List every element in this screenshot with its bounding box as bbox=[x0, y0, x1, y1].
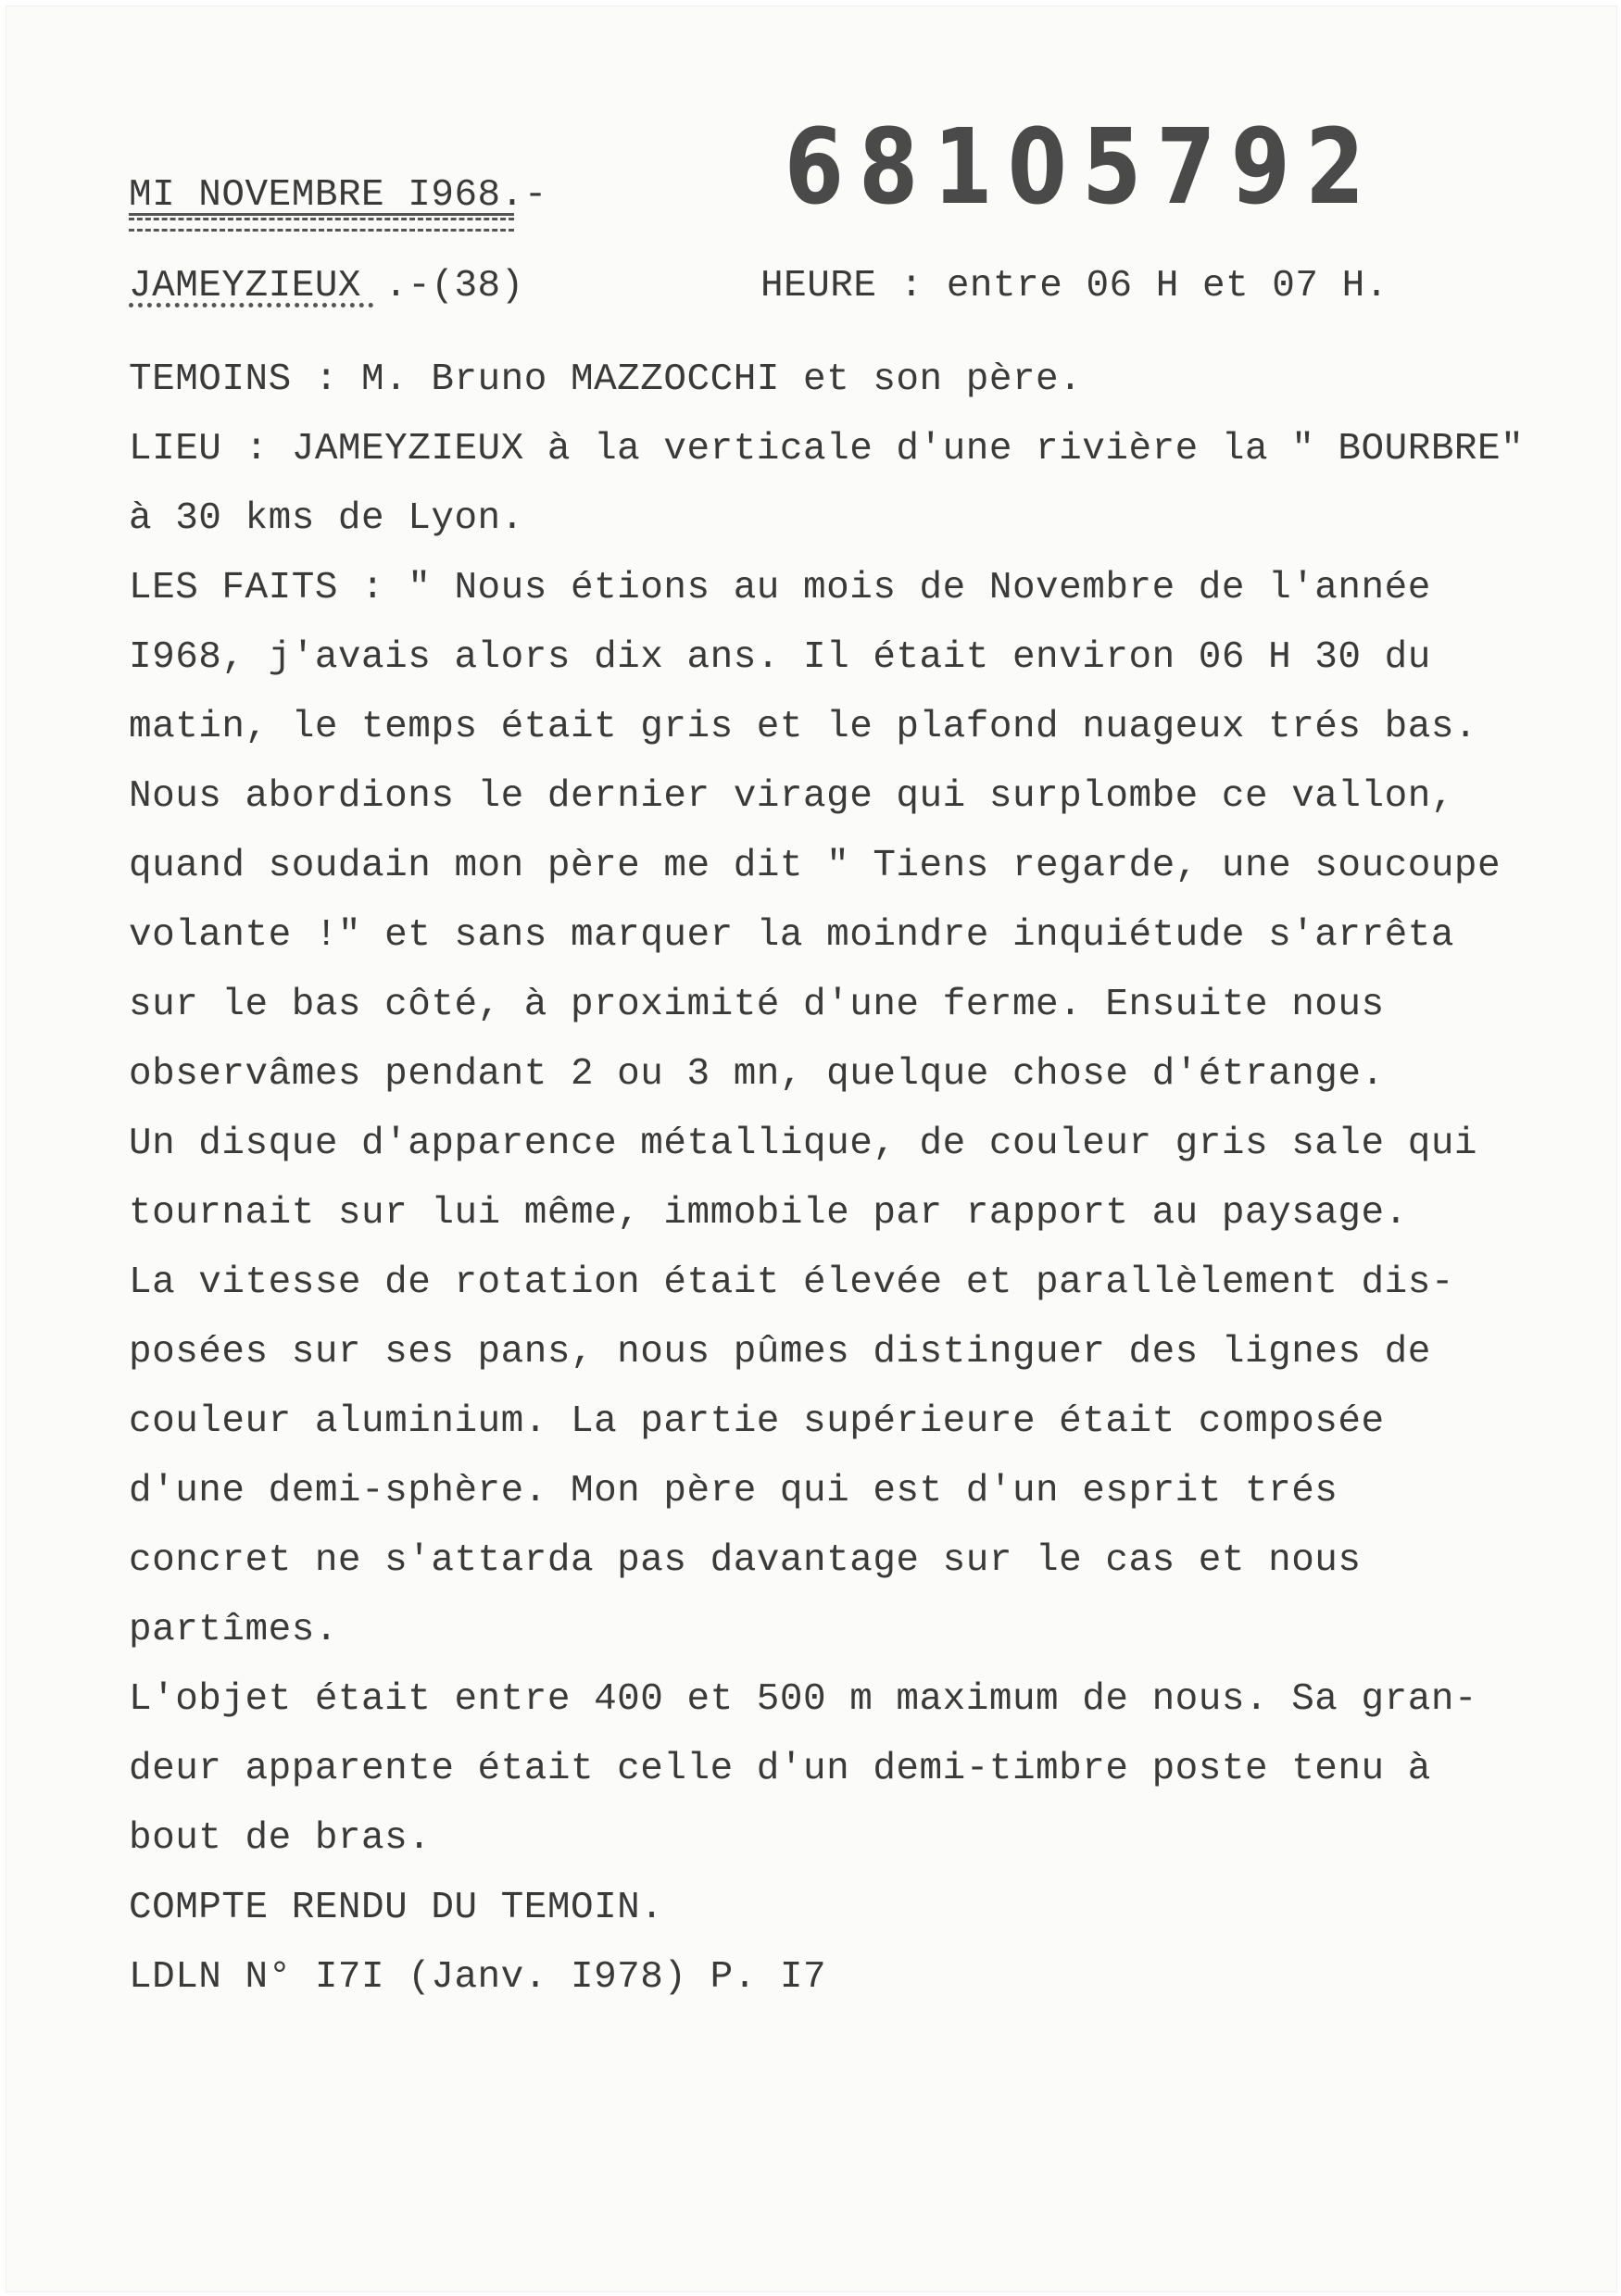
text-line: Nous abordions le dernier virage qui surplombe ce vallon, bbox=[129, 775, 1454, 818]
text-line: deur apparente était celle d'un demi-timbre poste tenu à bbox=[129, 1748, 1431, 1790]
text-line: quand soudain mon père me dit " Tiens regarde, une soucoupe bbox=[129, 845, 1502, 887]
witnesses-line: TEMOINS : M. Bruno MAZZOCCHI et son père. bbox=[129, 358, 1083, 401]
text-line: observâmes pendant 2 ou 3 mn, quelque chose d'étrange. bbox=[129, 1053, 1385, 1096]
facts-line: LES FAITS : " Nous étions au mois de Novembre de l'année bbox=[129, 567, 1431, 609]
typewritten-page bbox=[6, 6, 1617, 2292]
report-place: JAMEYZIEUX .-(38) bbox=[129, 265, 524, 307]
place-dotted-underline bbox=[129, 303, 373, 307]
date-double-underline bbox=[129, 218, 514, 232]
text-line: matin, le temps était gris et le plafond nuageux trés bas. bbox=[129, 706, 1478, 748]
text-line: concret ne s'attarda pas davantage sur le cas et nous bbox=[129, 1539, 1362, 1582]
text-line: La vitesse de rotation était élevée et parallèlement dis- bbox=[129, 1261, 1454, 1304]
witness-report-line: COMPTE RENDU DU TEMOIN. bbox=[129, 1887, 664, 1929]
text-line: couleur aluminium. La partie supérieure était composée bbox=[129, 1400, 1385, 1443]
text-line: bout de bras. bbox=[129, 1817, 432, 1860]
text-line: Un disque d'apparence métallique, de couleur gris sale qui bbox=[129, 1123, 1478, 1165]
report-date: MI NOVEMBRE I968.- bbox=[129, 174, 547, 217]
source-reference-line: LDLN N° I7I (Janv. I978) P. I7 bbox=[129, 1956, 827, 1999]
text-line: sur le bas côté, à proximité d'une ferme. Ensuite nous bbox=[129, 984, 1385, 1026]
text-line: posées sur ses pans, nous pûmes distinguer des lignes de bbox=[129, 1331, 1431, 1374]
text-line: tournait sur lui même, immobile par rapport au paysage. bbox=[129, 1192, 1408, 1235]
date-underline bbox=[129, 213, 514, 216]
text-line: volante !" et sans marquer la moindre inquiétude s'arrêta bbox=[129, 914, 1454, 957]
archive-stamp-number: 68105792 bbox=[785, 107, 1380, 228]
text-line: L'objet était entre 400 et 500 m maximum de nous. Sa gran- bbox=[129, 1678, 1478, 1721]
text-line: d'une demi-sphère. Mon père qui est d'un esprit trés bbox=[129, 1470, 1338, 1512]
text-line: à 30 kms de Lyon. bbox=[129, 497, 524, 540]
report-time: HEURE : entre 06 H et 07 H. bbox=[760, 265, 1389, 307]
location-line: LIEU : JAMEYZIEUX à la verticale d'une rivière la " BOURBRE" bbox=[129, 428, 1525, 470]
text-line: partîmes. bbox=[129, 1609, 338, 1651]
text-line: I968, j'avais alors dix ans. Il était environ 06 H 30 du bbox=[129, 636, 1431, 679]
